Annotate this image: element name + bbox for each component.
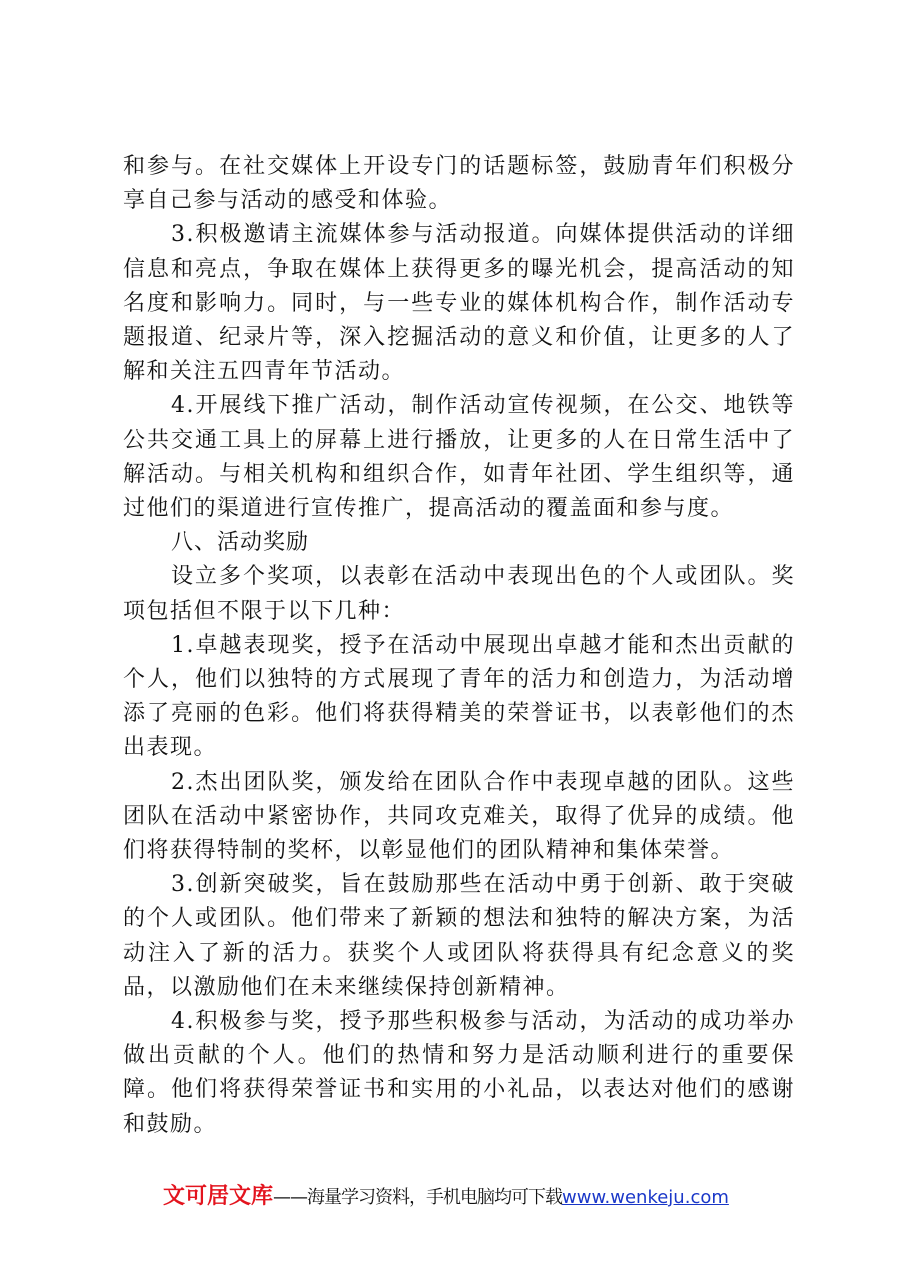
paragraph-item-4-offline: 4.开展线下推广活动，制作活动宣传视频，在公交、地铁等公共交通工具上的屏幕上进行播放，让更多的人在日常生活中了解活动。与相关机构和组织合作，如青年社团、学生组织等，通过他们的渠道进行宣传推广，提高活动的覆盖面和参与度。 <box>123 393 795 522</box>
paragraph-award-1: 1.卓越表现奖，授予在活动中展现出卓越才能和杰出贡献的个人，他们以独特的方式展现了青年的活力和创造力，为活动增添了亮丽的色彩。他们将获得精美的荣誉证书，以表彰他们的杰出表现。 <box>123 632 795 761</box>
paragraph-item-3-media: 3.积极邀请主流媒体参与活动报道。向媒体提供活动的详细信息和亮点，争取在媒体上获得更多的曝光机会，提高活动的知名度和影响力。同时，与一些专业的媒体机构合作，制作活动专题报道、纪录片等，深入挖掘活动的意义和价值，让更多的人了解和关注五四青年节活动。 <box>123 222 795 385</box>
document-body <box>123 150 795 1142</box>
paragraph-awards-intro: 设立多个奖项，以表彰在活动中表现出色的个人或团队。奖项包括但不限于以下几种： <box>123 564 795 624</box>
paragraph-award-4: 4.积极参与奖，授予那些积极参与活动，为活动的成功举办做出贡献的个人。他们的热情和努力是活动顺利进行的重要保障。他们将获得荣誉证书和实用的小礼品，以表达对他们的感谢和鼓励。 <box>123 1009 795 1137</box>
footer-url-link[interactable]: www.wenkeju.com <box>562 1187 729 1208</box>
footer-slogan: ——海量学习资料，手机电脑均可下载 <box>273 1187 563 1208</box>
paragraph-continuation: 和参与。在社交媒体上开设专门的话题标签，鼓励青年们积极分享自己参与活动的感受和体验。 <box>123 154 795 214</box>
paragraph-award-2: 2.杰出团队奖，颁发给在团队合作中表现卓越的团队。这些团队在活动中紧密协作，共同攻克难关，取得了优异的成绩。他们将获得特制的奖杯，以彰显他们的团队精神和集体荣誉。 <box>123 769 795 864</box>
footer-brand: 文可居文库 <box>163 1184 274 1209</box>
footer-watermark <box>163 1183 783 1211</box>
section-heading-awards: 八、活动奖励 <box>171 530 310 556</box>
paragraph-award-3: 3.创新突破奖，旨在鼓励那些在活动中勇于创新、敢于突破的个人或团队。他们带来了新颖的想法和独特的解决方案，为活动注入了新的活力。获奖个人或团队将获得具有纪念意义的奖品，以激励他们在未来继续保持创新精神。 <box>123 872 795 1000</box>
